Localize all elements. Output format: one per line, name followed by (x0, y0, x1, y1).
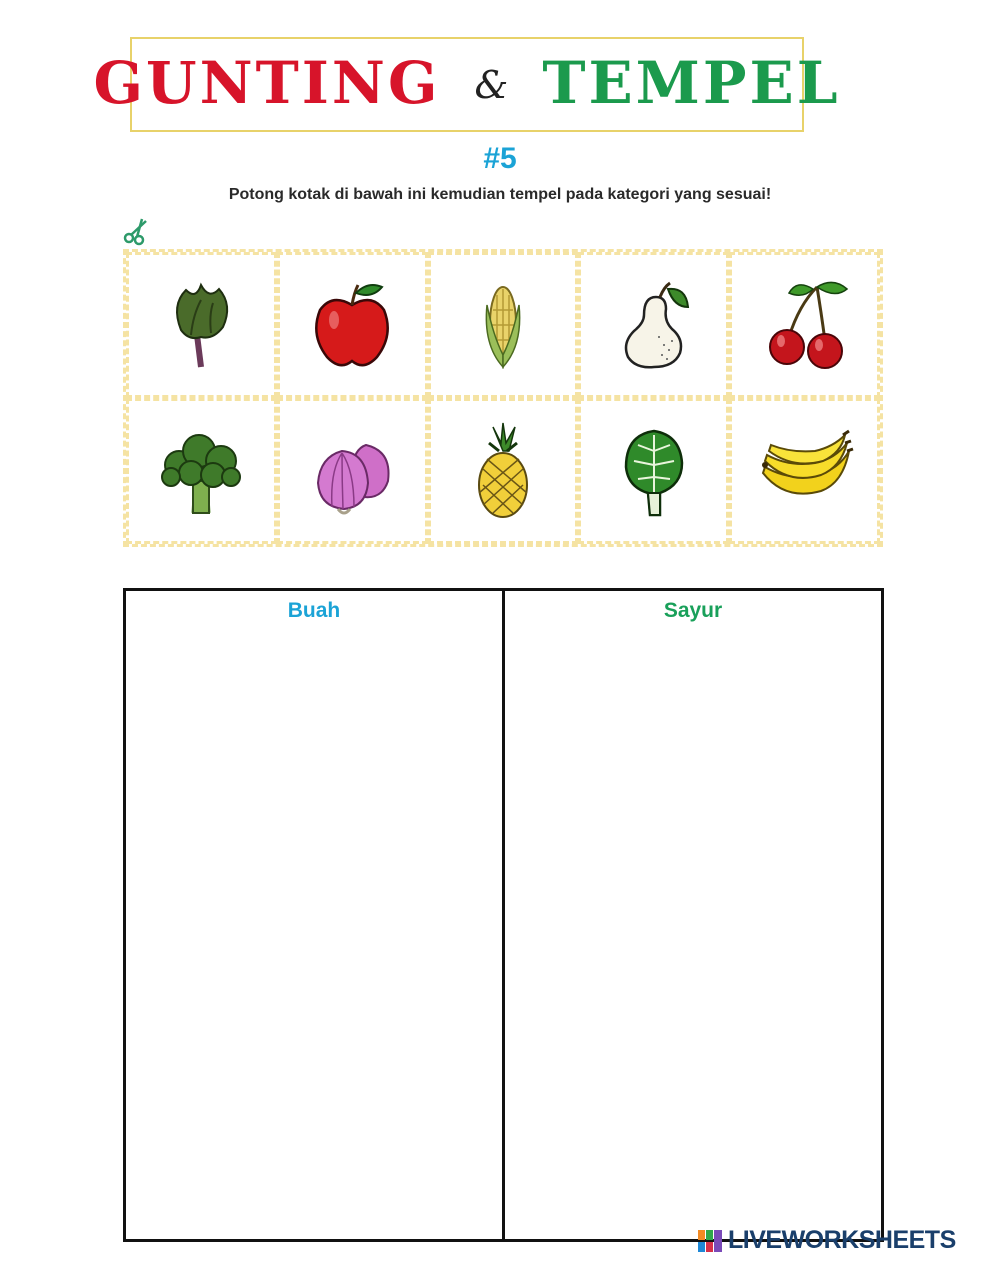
liveworksheets-logo-icon (698, 1228, 724, 1254)
bok-choy-icon (604, 421, 704, 521)
watermark (698, 1226, 956, 1255)
drop-zone-buah[interactable] (126, 591, 502, 1239)
drop-zone-sayur[interactable] (502, 591, 881, 1239)
cut-out-grid (123, 249, 883, 547)
pear-icon (604, 275, 704, 375)
cut-card-apple[interactable] (277, 252, 428, 398)
banana-icon (755, 421, 855, 521)
scissors-icon (122, 216, 154, 246)
instruction-text: Potong kotak di bawah ini kemudian tempel pada kategori yang sesuai! (228, 186, 772, 203)
worksheet-number: #5 (483, 142, 517, 175)
title-tempel: TEMPEL (542, 48, 841, 117)
cut-card-pineapple[interactable] (428, 398, 579, 544)
corn-icon (453, 275, 553, 375)
cut-card-bok-choy[interactable] (578, 398, 729, 544)
cut-card-cherry[interactable] (729, 252, 880, 398)
watermark-text: LIVEWORKSHEETS (728, 1226, 956, 1254)
title-banner (93, 37, 841, 132)
onion-icon (302, 421, 402, 521)
apple-icon (302, 275, 402, 375)
spinach-icon (151, 275, 251, 375)
cut-card-broccoli[interactable] (126, 398, 277, 544)
broccoli-icon (151, 421, 251, 521)
cut-card-onion[interactable] (277, 398, 428, 544)
cut-card-corn[interactable] (428, 252, 579, 398)
category-title-buah: Buah (287, 599, 341, 622)
cut-card-spinach[interactable] (126, 252, 277, 398)
title-ampersand: & (474, 62, 509, 107)
category-title-sayur: Sayur (663, 599, 723, 622)
cut-card-pear[interactable] (578, 252, 729, 398)
cut-card-banana[interactable] (729, 398, 880, 544)
sorting-table (123, 588, 884, 1242)
cherry-icon (755, 275, 855, 375)
pineapple-icon (453, 421, 553, 521)
title-gunting: GUNTING (93, 48, 441, 117)
